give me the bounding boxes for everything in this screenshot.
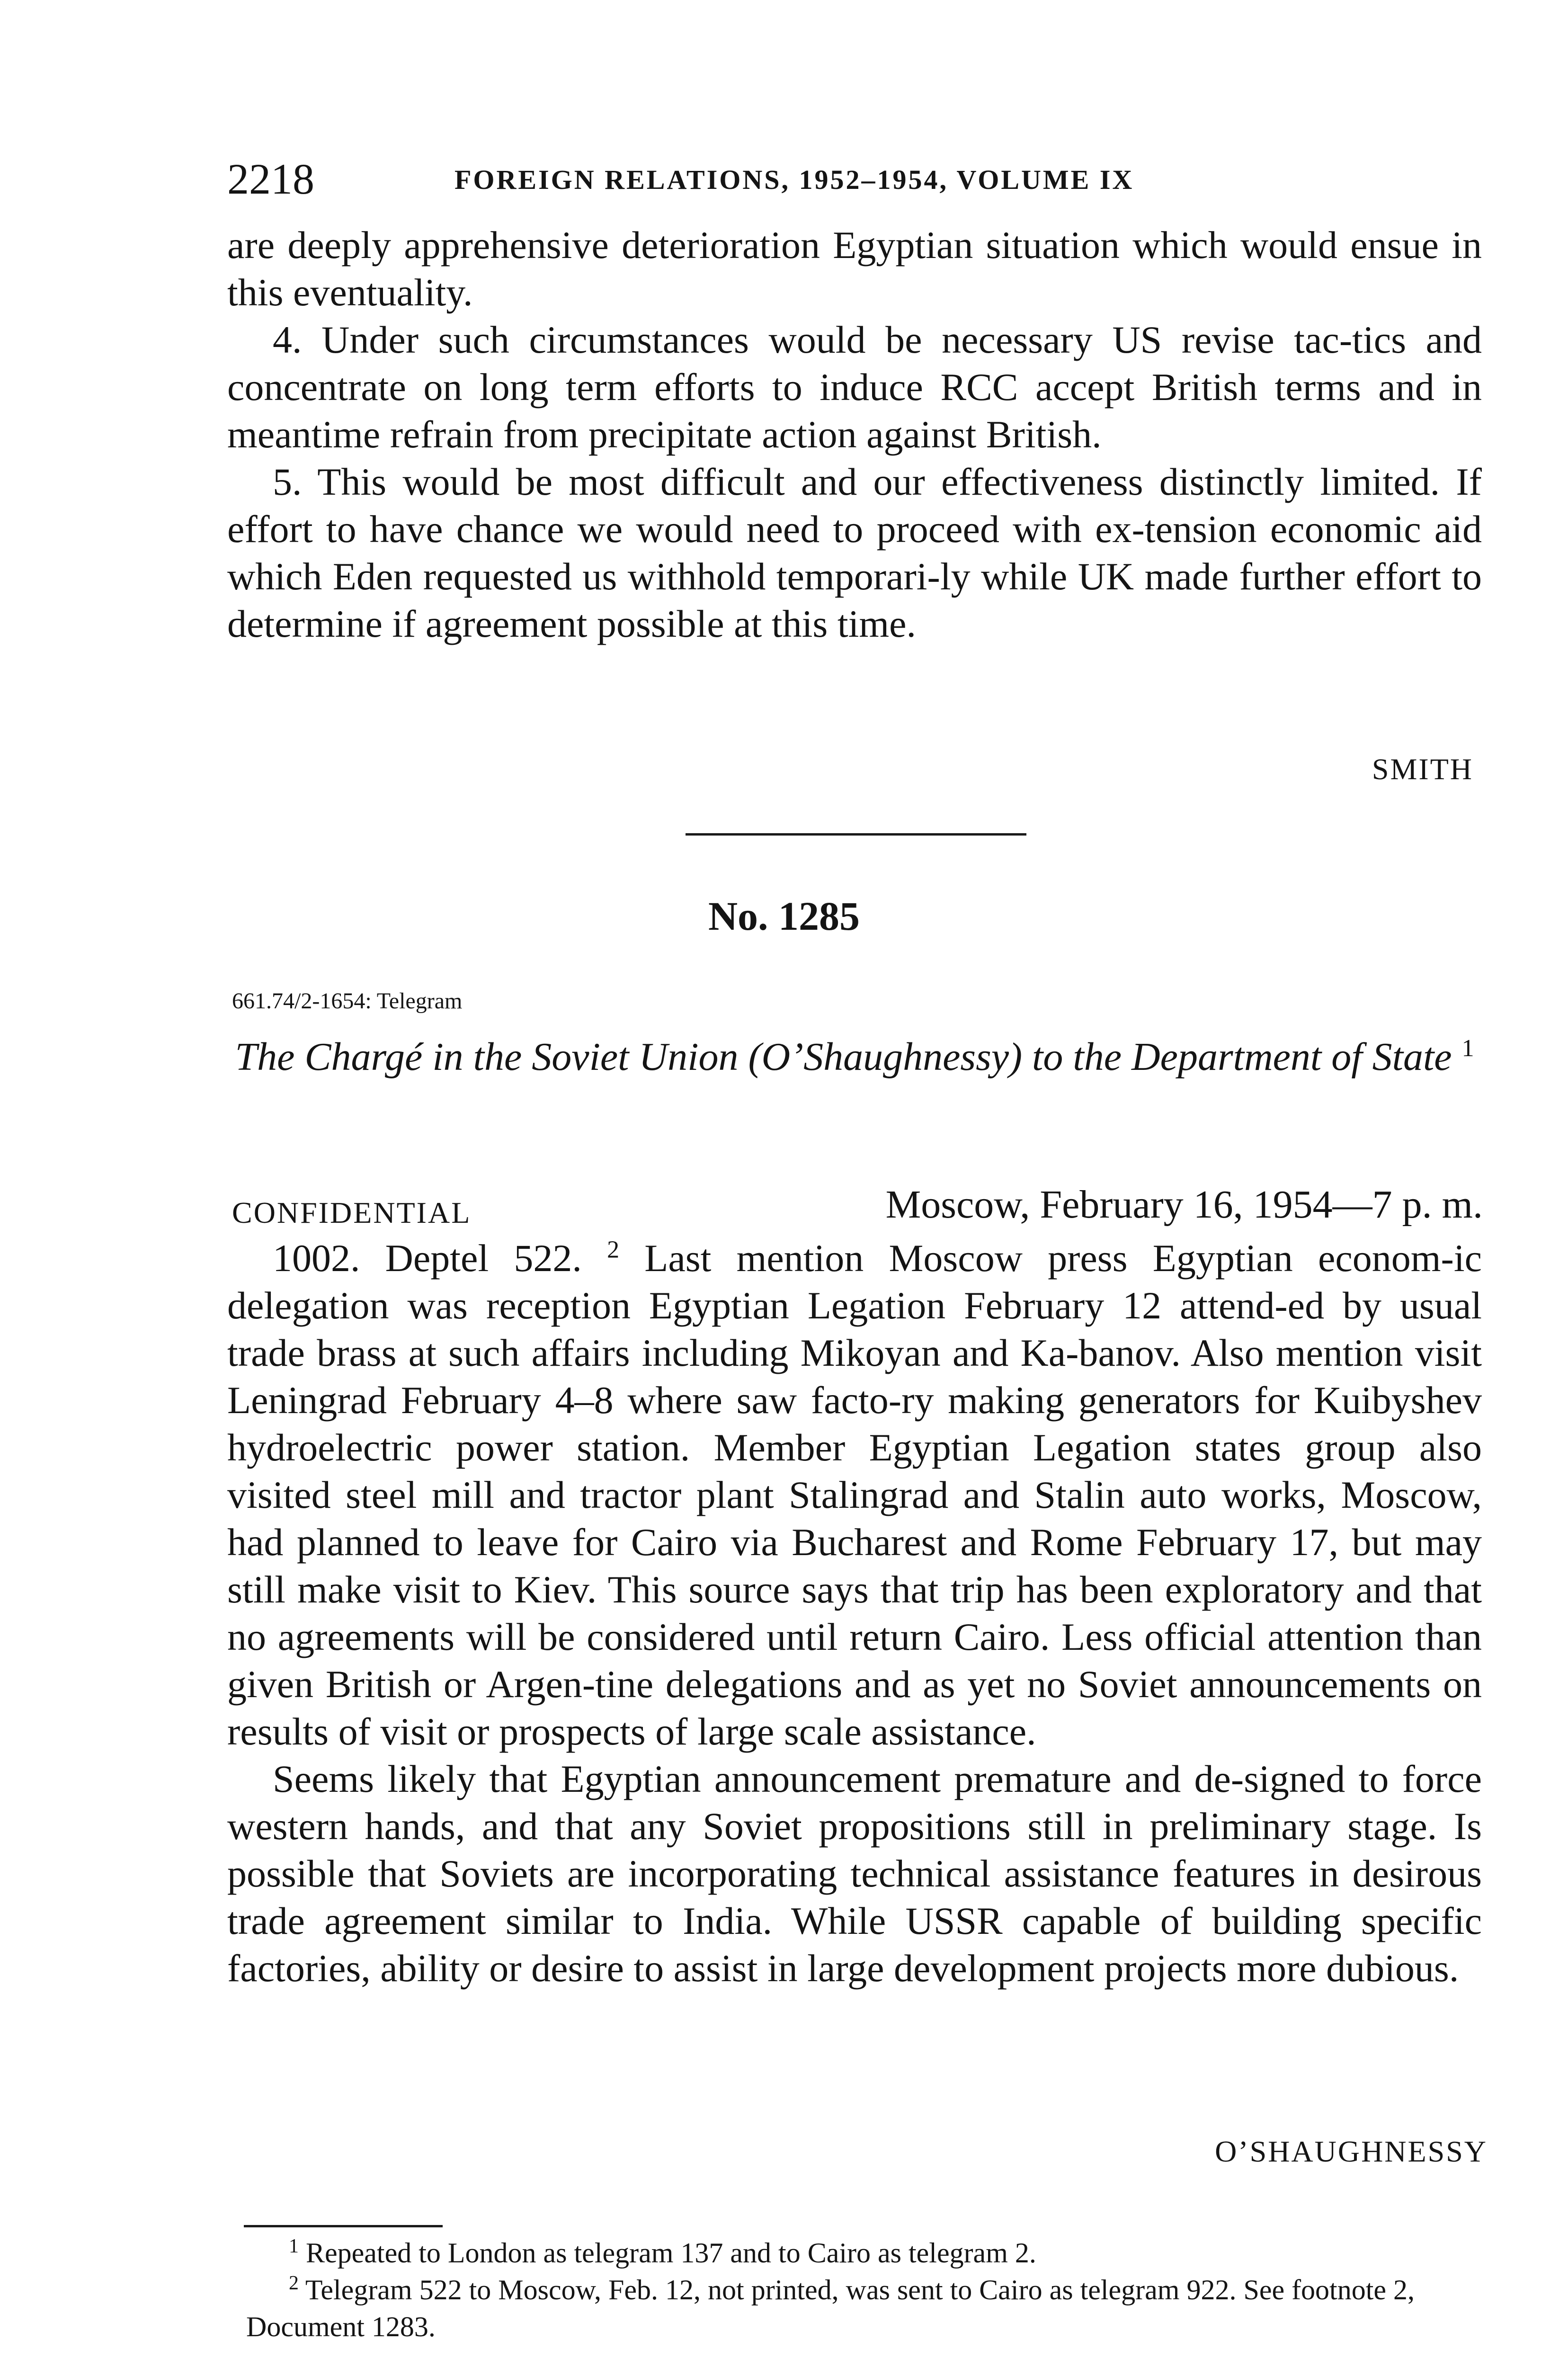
telegram-paragraph-1-lead: 1002. Deptel 522.: [273, 1237, 582, 1280]
telegram-paragraph-1: [227, 1235, 1482, 1755]
footnote-1-text: Repeated to London as telegram 137 and to Cairo as telegram 2.: [306, 2237, 1036, 2269]
previous-document-body: [227, 222, 1482, 648]
telegram-paragraph-1-text: Last mention Moscow press Egyptian econom-ic delegation was reception Egyptian Legation February 12 attend-ed by usual trade brass at such affairs including Mikoyan and Ka-banov. Also mention visit Leningrad February 4–8 where saw facto-ry making generators for Kuibyshev hydroelectric power station. Member Egyptian Legation states group also visited steel mill and tractor plant Stalingrad and Stalin auto works, Moscow, had planned to leave for Cairo via Bucharest and Rome February 17, but may still make visit to Kiev. This source says that trip has been exploratory and that no agreements will be considered until return Cairo. Less official attention than given British or Argen-tine delegations and as yet no Soviet announcements on results of visit or prospects of large scale assistance.: [227, 1237, 1482, 1753]
telegram-paragraph-2: Seems likely that Egyptian announcement premature and de-signed to force western hands, and that any Soviet propositions still in preliminary stage. Is possible that Soviets are incorporating technical assistance features in desirous trade agreement similar to India. While USSR capable of building specific factories, ability or desire to assist in large development projects more dubious.: [227, 1757, 1482, 1990]
footnote-ref-1: 1: [1461, 1035, 1474, 1062]
file-reference: 661.74/2-1654: Telegram: [232, 988, 463, 1014]
footnote-1: [246, 2234, 1487, 2271]
paragraph-point-5: 5. This would be most difficult and our effectiveness distinctly limited. If effort to have chance we would need to proceed with ex-tension economic aid which Eden requested us withhold temporari-ly while UK made further effort to determine if agreement possible at this time.: [227, 460, 1482, 645]
running-title: FOREIGN RELATIONS, 1952–1954, VOLUME IX: [454, 164, 1134, 195]
footnote-ref-2: 2: [607, 1236, 620, 1264]
footnote-divider: [244, 2225, 443, 2227]
footnotes: [246, 2234, 1487, 2345]
paragraph-point-4: 4. Under such circumstances would be necessary US revise tac-tics and concentrate on long term efforts to induce RCC accept British terms and in meantime refrain from precipitate action against British.: [227, 318, 1482, 456]
page-number: 2218: [227, 155, 314, 203]
section-divider: [686, 833, 1026, 836]
footnote-2-mark: 2: [289, 2272, 299, 2294]
document-heading: [227, 1032, 1482, 1082]
footnote-1-mark: 1: [289, 2235, 299, 2257]
signature-oshaughnessy: O’SHAUGHNESSY: [1215, 2135, 1488, 2168]
signature-smith: SMITH: [1372, 752, 1473, 786]
footnote-2: [246, 2271, 1487, 2345]
document-number: No. 1285: [708, 893, 860, 939]
footnote-2-text: Telegram 522 to Moscow, Feb. 12, not printed, was sent to Cairo as telegram 922. See footnote 2, Document 1283.: [246, 2274, 1415, 2342]
classification: CONFIDENTIAL: [232, 1196, 472, 1229]
document-heading-text: The Chargé in the Soviet Union (O’Shaughnessy) to the Department of State: [235, 1035, 1452, 1079]
running-head: [227, 151, 1487, 207]
paragraph-continuation: are deeply apprehensive deterioration Egyptian situation which would ensue in this eventuality.: [227, 223, 1482, 314]
dateline: Moscow, February 16, 1954—7 p. m.: [885, 1183, 1483, 1227]
telegram-body: [227, 1235, 1482, 1992]
